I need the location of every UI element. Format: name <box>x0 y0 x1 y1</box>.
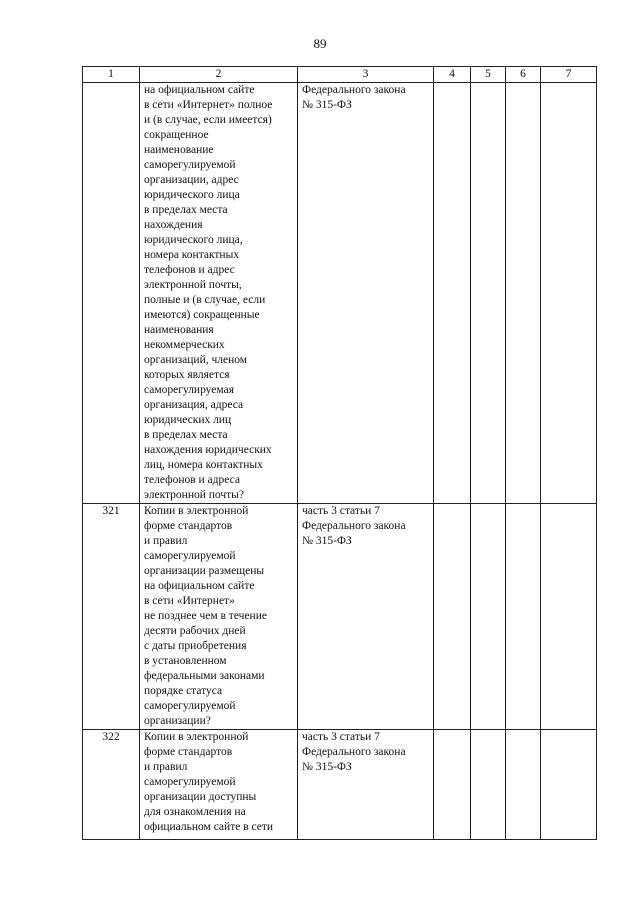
header-row <box>83 67 597 83</box>
reference-line: часть 3 статьи 7 <box>302 505 380 517</box>
question-line: официальном сайте в сети <box>144 821 274 833</box>
question-line: в пределах места <box>144 429 228 441</box>
legal-reference <box>298 83 434 504</box>
page-number: 89 <box>313 36 327 51</box>
question-line: электронной почты, <box>144 279 242 291</box>
question-line: в установленном <box>144 655 227 667</box>
answer-cell-col-6[interactable] <box>506 83 541 504</box>
question-line: в сети «Интернет» полное <box>144 99 273 111</box>
reference-line: № 315-ФЗ <box>302 535 352 547</box>
answer-cell-col-4[interactable] <box>434 83 471 504</box>
reference-line: Федерального закона <box>302 84 406 96</box>
answer-cell-col-6[interactable] <box>506 504 541 730</box>
legal-reference <box>298 730 434 840</box>
question-line: наименование <box>144 144 214 156</box>
question-line: Копии в электронной <box>144 731 249 743</box>
question-line: в пределах места <box>144 204 228 216</box>
requirements-table <box>82 66 597 840</box>
question-line: саморегулируемой <box>144 776 236 788</box>
column-header: 3 <box>298 67 434 83</box>
requirement-question <box>140 504 298 730</box>
answer-cell-col-5[interactable] <box>471 730 506 840</box>
question-line: для ознакомления на <box>144 806 246 818</box>
question-line: электронной почты? <box>144 489 245 501</box>
question-line: не позднее чем в течение <box>144 610 267 622</box>
question-line: которых является <box>144 369 230 381</box>
question-line: юридического лица, <box>144 234 243 246</box>
table-row <box>83 504 597 730</box>
question-line: телефонов и адрес <box>144 264 235 276</box>
answer-cell-col-7[interactable] <box>541 504 597 730</box>
column-header: 1 <box>83 67 140 83</box>
answer-cell-col-6[interactable] <box>506 730 541 840</box>
reference-line: часть 3 статьи 7 <box>302 731 380 743</box>
question-line: организаций, членом <box>144 354 248 366</box>
requirement-question <box>140 83 298 504</box>
question-line: организации, адрес <box>144 174 239 186</box>
answer-cell-col-7[interactable] <box>541 730 597 840</box>
question-line: сокращенное <box>144 129 209 141</box>
question-line: с даты приобретения <box>144 640 247 652</box>
question-line: организации? <box>144 715 211 727</box>
question-line: организация, адреса <box>144 399 244 411</box>
question-line: форме стандартов <box>144 520 233 532</box>
reference-line: Федерального закона <box>302 746 406 758</box>
question-line: саморегулируемой <box>144 550 236 562</box>
table-row <box>83 83 597 504</box>
question-line: некоммерческих <box>144 339 225 351</box>
question-line: полные и (в случае, если <box>144 294 266 306</box>
question-line: организации доступны <box>144 791 257 803</box>
column-header: 5 <box>471 67 506 83</box>
column-header: 7 <box>541 67 597 83</box>
question-line: Копии в электронной <box>144 505 249 517</box>
question-line: и (в случае, если имеется) <box>144 114 272 126</box>
column-header: 6 <box>506 67 541 83</box>
question-line: нахождения <box>144 219 203 231</box>
question-line: в сети «Интернет» <box>144 595 235 607</box>
answer-cell-col-5[interactable] <box>471 83 506 504</box>
answer-cell-col-5[interactable] <box>471 504 506 730</box>
reference-line: № 315-ФЗ <box>302 99 352 111</box>
table-row <box>83 730 597 840</box>
question-line: нахождения юридических <box>144 444 272 456</box>
reference-line: № 315-ФЗ <box>302 761 352 773</box>
question-line: саморегулируемой <box>144 700 236 712</box>
question-line: телефонов и адреса <box>144 474 240 486</box>
question-line: наименования <box>144 324 214 336</box>
question-line: имеются) сокращенные <box>144 309 260 321</box>
row-number: 321 <box>83 504 140 730</box>
question-line: на официальном сайте <box>144 580 255 592</box>
column-header: 4 <box>434 67 471 83</box>
requirement-question <box>140 730 298 840</box>
column-header: 2 <box>140 67 298 83</box>
question-line: саморегулируемая <box>144 384 234 396</box>
answer-cell-col-4[interactable] <box>434 504 471 730</box>
question-line: и правил <box>144 761 188 773</box>
row-number <box>83 83 140 504</box>
question-line: номера контактных <box>144 249 240 261</box>
answer-cell-col-4[interactable] <box>434 730 471 840</box>
question-line: форме стандартов <box>144 746 233 758</box>
answer-cell-col-7[interactable] <box>541 83 597 504</box>
legal-reference <box>298 504 434 730</box>
question-line: десяти рабочих дней <box>144 625 246 637</box>
question-line: лиц, номера контактных <box>144 459 263 471</box>
question-line: юридического лица <box>144 189 240 201</box>
reference-line: Федерального закона <box>302 520 406 532</box>
question-line: порядке статуса <box>144 685 223 697</box>
question-line: на официальном сайте <box>144 84 255 96</box>
question-line: организации размещены <box>144 565 265 577</box>
question-line: федеральными законами <box>144 670 265 682</box>
question-line: и правил <box>144 535 188 547</box>
row-number: 322 <box>83 730 140 840</box>
question-line: юридических лиц <box>144 414 232 426</box>
question-line: саморегулируемой <box>144 159 236 171</box>
